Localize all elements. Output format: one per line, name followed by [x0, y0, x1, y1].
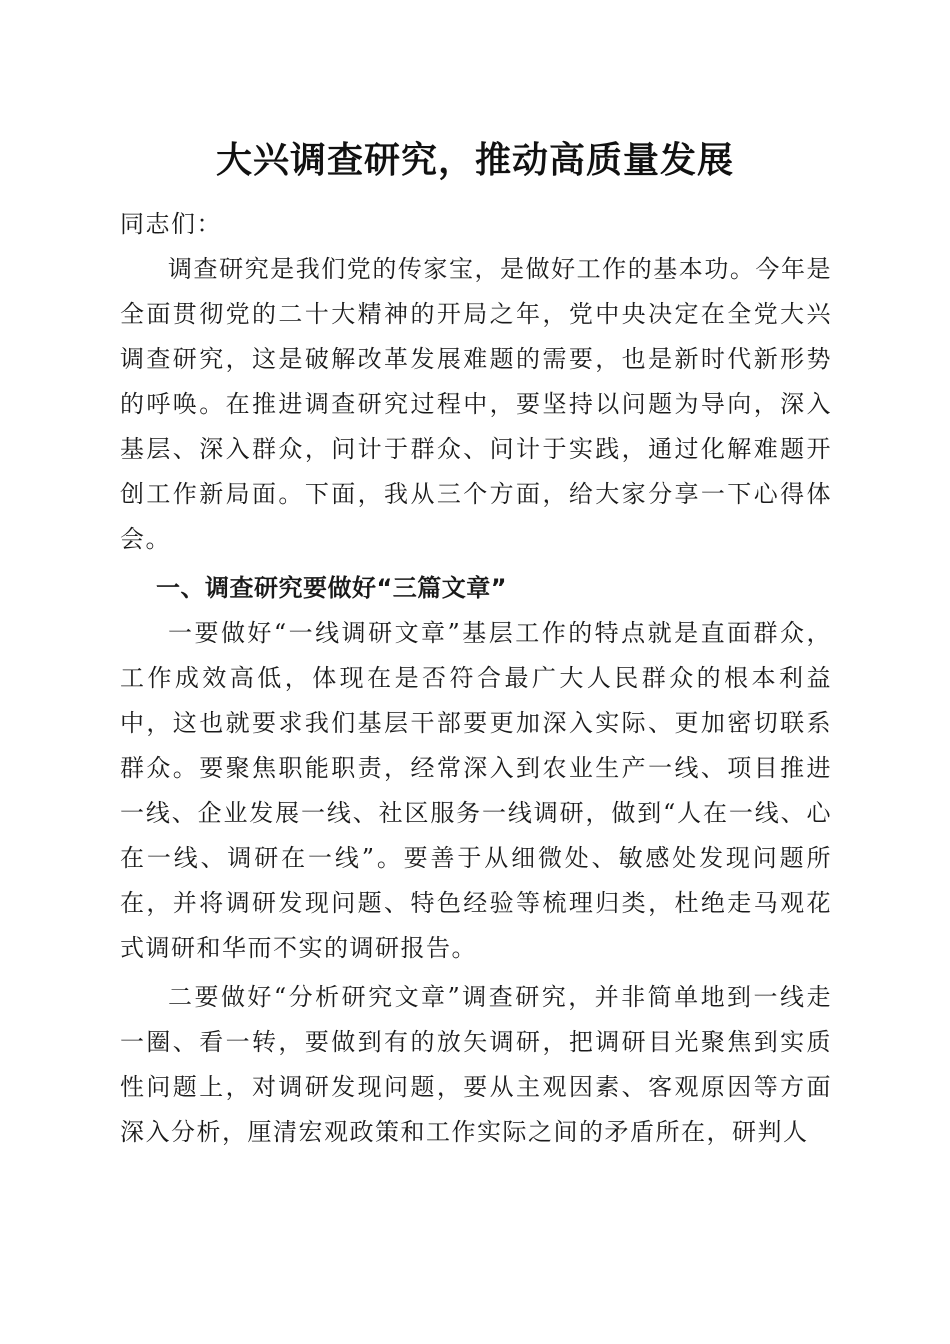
section-1-paragraph-2: 二要做好“分析研究文章”调查研究，并非简单地到一线走一圈、看一转，要做到有的放矢调研，把调研目光聚焦到实质性问题上，对调研发现问题，要从主观因素、客观原因等方面深入分析，厘清宏观政策和工作实际之间的矛盾所在，研判人 — [120, 983, 832, 1146]
salutation: 同志们： — [120, 210, 222, 238]
section-1-paragraph-1: 一要做好“一线调研文章”基层工作的特点就是直面群众，工作成效高低，体现在是否符合最广大人民群众的根本利益中，这也就要求我们基层干部要更加深入实际、更加密切联系群众。要聚焦职能职责，经常深入到农业生产一线、项目推进一线、企业发展一线、社区服务一线调研，做到“人在一线、心在一线、调研在一线”。要善于从细微处、敏感处发现问题所在，并将调研发现问题、特色经验等梳理归类，杜绝走马观花式调研和华而不实的调研报告。 — [120, 619, 832, 962]
document-body — [120, 202, 832, 1155]
intro-paragraph: 调查研究是我们党的传家宝，是做好工作的基本功。今年是全面贯彻党的二十大精神的开局之年，党中央决定在全党大兴调查研究，这是破解改革发展难题的需要，也是新时代新形势的呼唤。在推进调查研究过程中，要坚持以问题为导向，深入基层、深入群众，问计于群众、问计于实践，通过化解难题开创工作新局面。下面，我从三个方面，给大家分享一下心得体会。 — [120, 255, 832, 553]
section-heading-1: 一、调查研究要做好“三篇文章” — [156, 574, 508, 602]
document-title: 大兴调查研究，推动高质量发展 — [215, 139, 734, 181]
